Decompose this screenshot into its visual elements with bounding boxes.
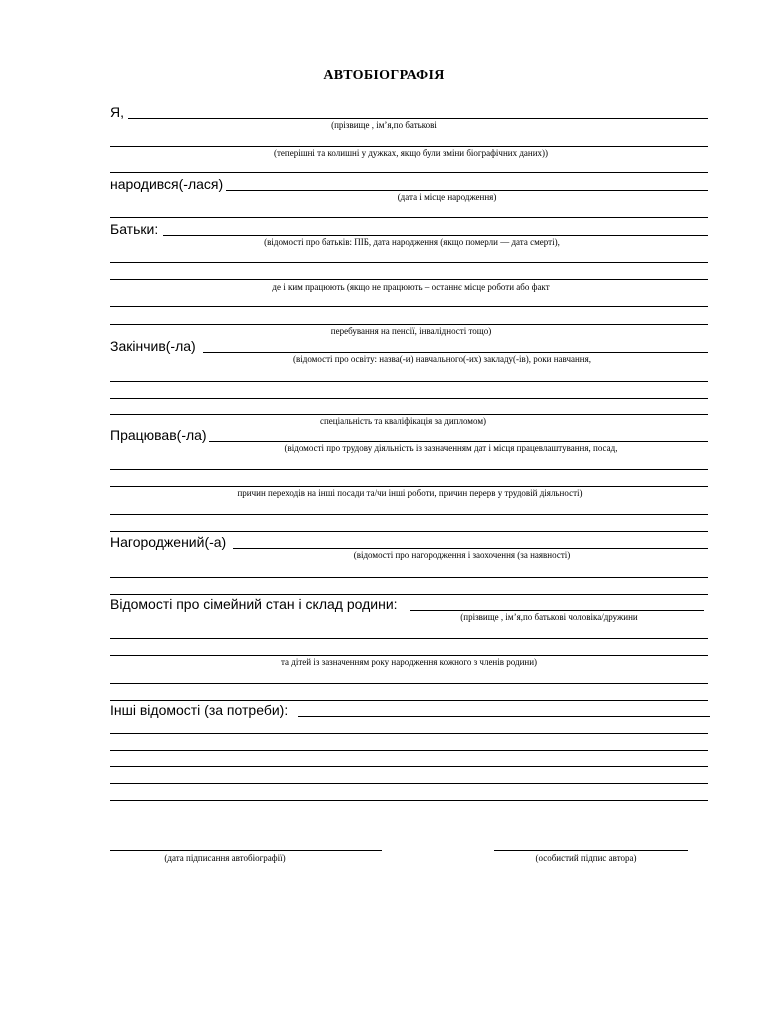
parents-line[interactable] (163, 235, 708, 236)
work-caption-2: причин переходів на інші посади та/чи інші роботи, причин перерв у трудовій діяльності) (237, 488, 583, 498)
signature-line[interactable] (494, 850, 688, 851)
parents-label: Батьки: (110, 221, 159, 237)
document-title: АВТОБІОГРАФІЯ (323, 68, 445, 83)
birth-label: народився(-лася) (110, 176, 224, 192)
education-caption: (відомості про освіту: назва(-и) навчального(-их) закладу(-ів), роки навчання, (293, 354, 591, 364)
parents-caption: (відомості про батьків: ПІБ, дата народження (якщо померли — дата смерті), (264, 237, 560, 247)
signature-caption: (особистий підпис автора) (535, 853, 637, 863)
parents-line-5[interactable] (110, 324, 708, 325)
other-line-3[interactable] (110, 750, 708, 751)
other-label: Інші відомості (за потреби): (110, 702, 289, 718)
name-label: Я, (110, 104, 124, 120)
work-line-5[interactable] (110, 531, 708, 532)
awards-caption: (відомості про нагородження і заохочення (за наявності) (353, 550, 571, 560)
family-label: Відомості про сімейний стан і склад родини: (110, 596, 398, 612)
family-line-4[interactable] (110, 683, 708, 684)
family-line-3[interactable] (110, 655, 708, 656)
other-line[interactable] (298, 716, 710, 717)
parents-line-2[interactable] (110, 262, 708, 263)
name-caption: (прізвище , ім’я,по батькові (331, 120, 437, 130)
family-line-5[interactable] (110, 700, 708, 701)
other-line-4[interactable] (110, 766, 708, 767)
work-line[interactable] (209, 441, 708, 442)
birth-line-0[interactable] (110, 172, 708, 173)
work-line-4[interactable] (110, 514, 708, 515)
parents-caption-3: перебування на пенсії, інвалідності тощо) (330, 326, 492, 336)
name-line-2[interactable] (110, 146, 708, 147)
signature-date-caption: (дата підписання автобіографії) (164, 853, 286, 863)
work-line-3[interactable] (110, 486, 708, 487)
education-line-2[interactable] (110, 381, 708, 382)
birth-line-2[interactable] (110, 217, 708, 218)
birth-caption: (дата і місце народження) (397, 192, 497, 202)
other-line-6[interactable] (110, 800, 708, 801)
education-caption-2: спеціальність та кваліфікація за дипломом) (319, 416, 487, 426)
family-caption: (прізвище , ім’я,по батькові чоловіка/дружини (460, 612, 638, 622)
education-label: Закінчив(-ла) (110, 338, 196, 354)
family-line[interactable] (410, 610, 704, 611)
work-caption: (відомості про трудову діяльність із зазначенням дат і місця працевлаштування, посад, (284, 443, 618, 453)
education-line-4[interactable] (110, 414, 708, 415)
name-line[interactable] (128, 118, 708, 119)
family-line-2[interactable] (110, 638, 708, 639)
birth-line[interactable] (226, 190, 708, 191)
awards-label: Нагороджений(-а) (110, 534, 227, 550)
parents-caption-2: де і ким працюють (якщо не працюють – останнє місце роботи або факт (272, 282, 550, 292)
parents-line-4[interactable] (110, 306, 708, 307)
parents-line-3[interactable] (110, 279, 708, 280)
work-line-2[interactable] (110, 469, 708, 470)
family-caption-2: та дітей із зазначенням року народження кожного з членів родини) (280, 657, 538, 667)
other-line-5[interactable] (110, 783, 708, 784)
awards-line-2[interactable] (110, 577, 708, 578)
awards-line[interactable] (233, 548, 708, 549)
signature-date-line[interactable] (110, 850, 382, 851)
work-label: Працював(-ла) (110, 427, 207, 443)
education-line[interactable] (203, 352, 708, 353)
awards-line-3[interactable] (110, 594, 708, 595)
education-line-3[interactable] (110, 398, 708, 399)
name-caption-2: (теперішні та колишні у дужках, якщо були зміни біографічних даних)) (273, 148, 549, 158)
other-line-2[interactable] (110, 733, 708, 734)
